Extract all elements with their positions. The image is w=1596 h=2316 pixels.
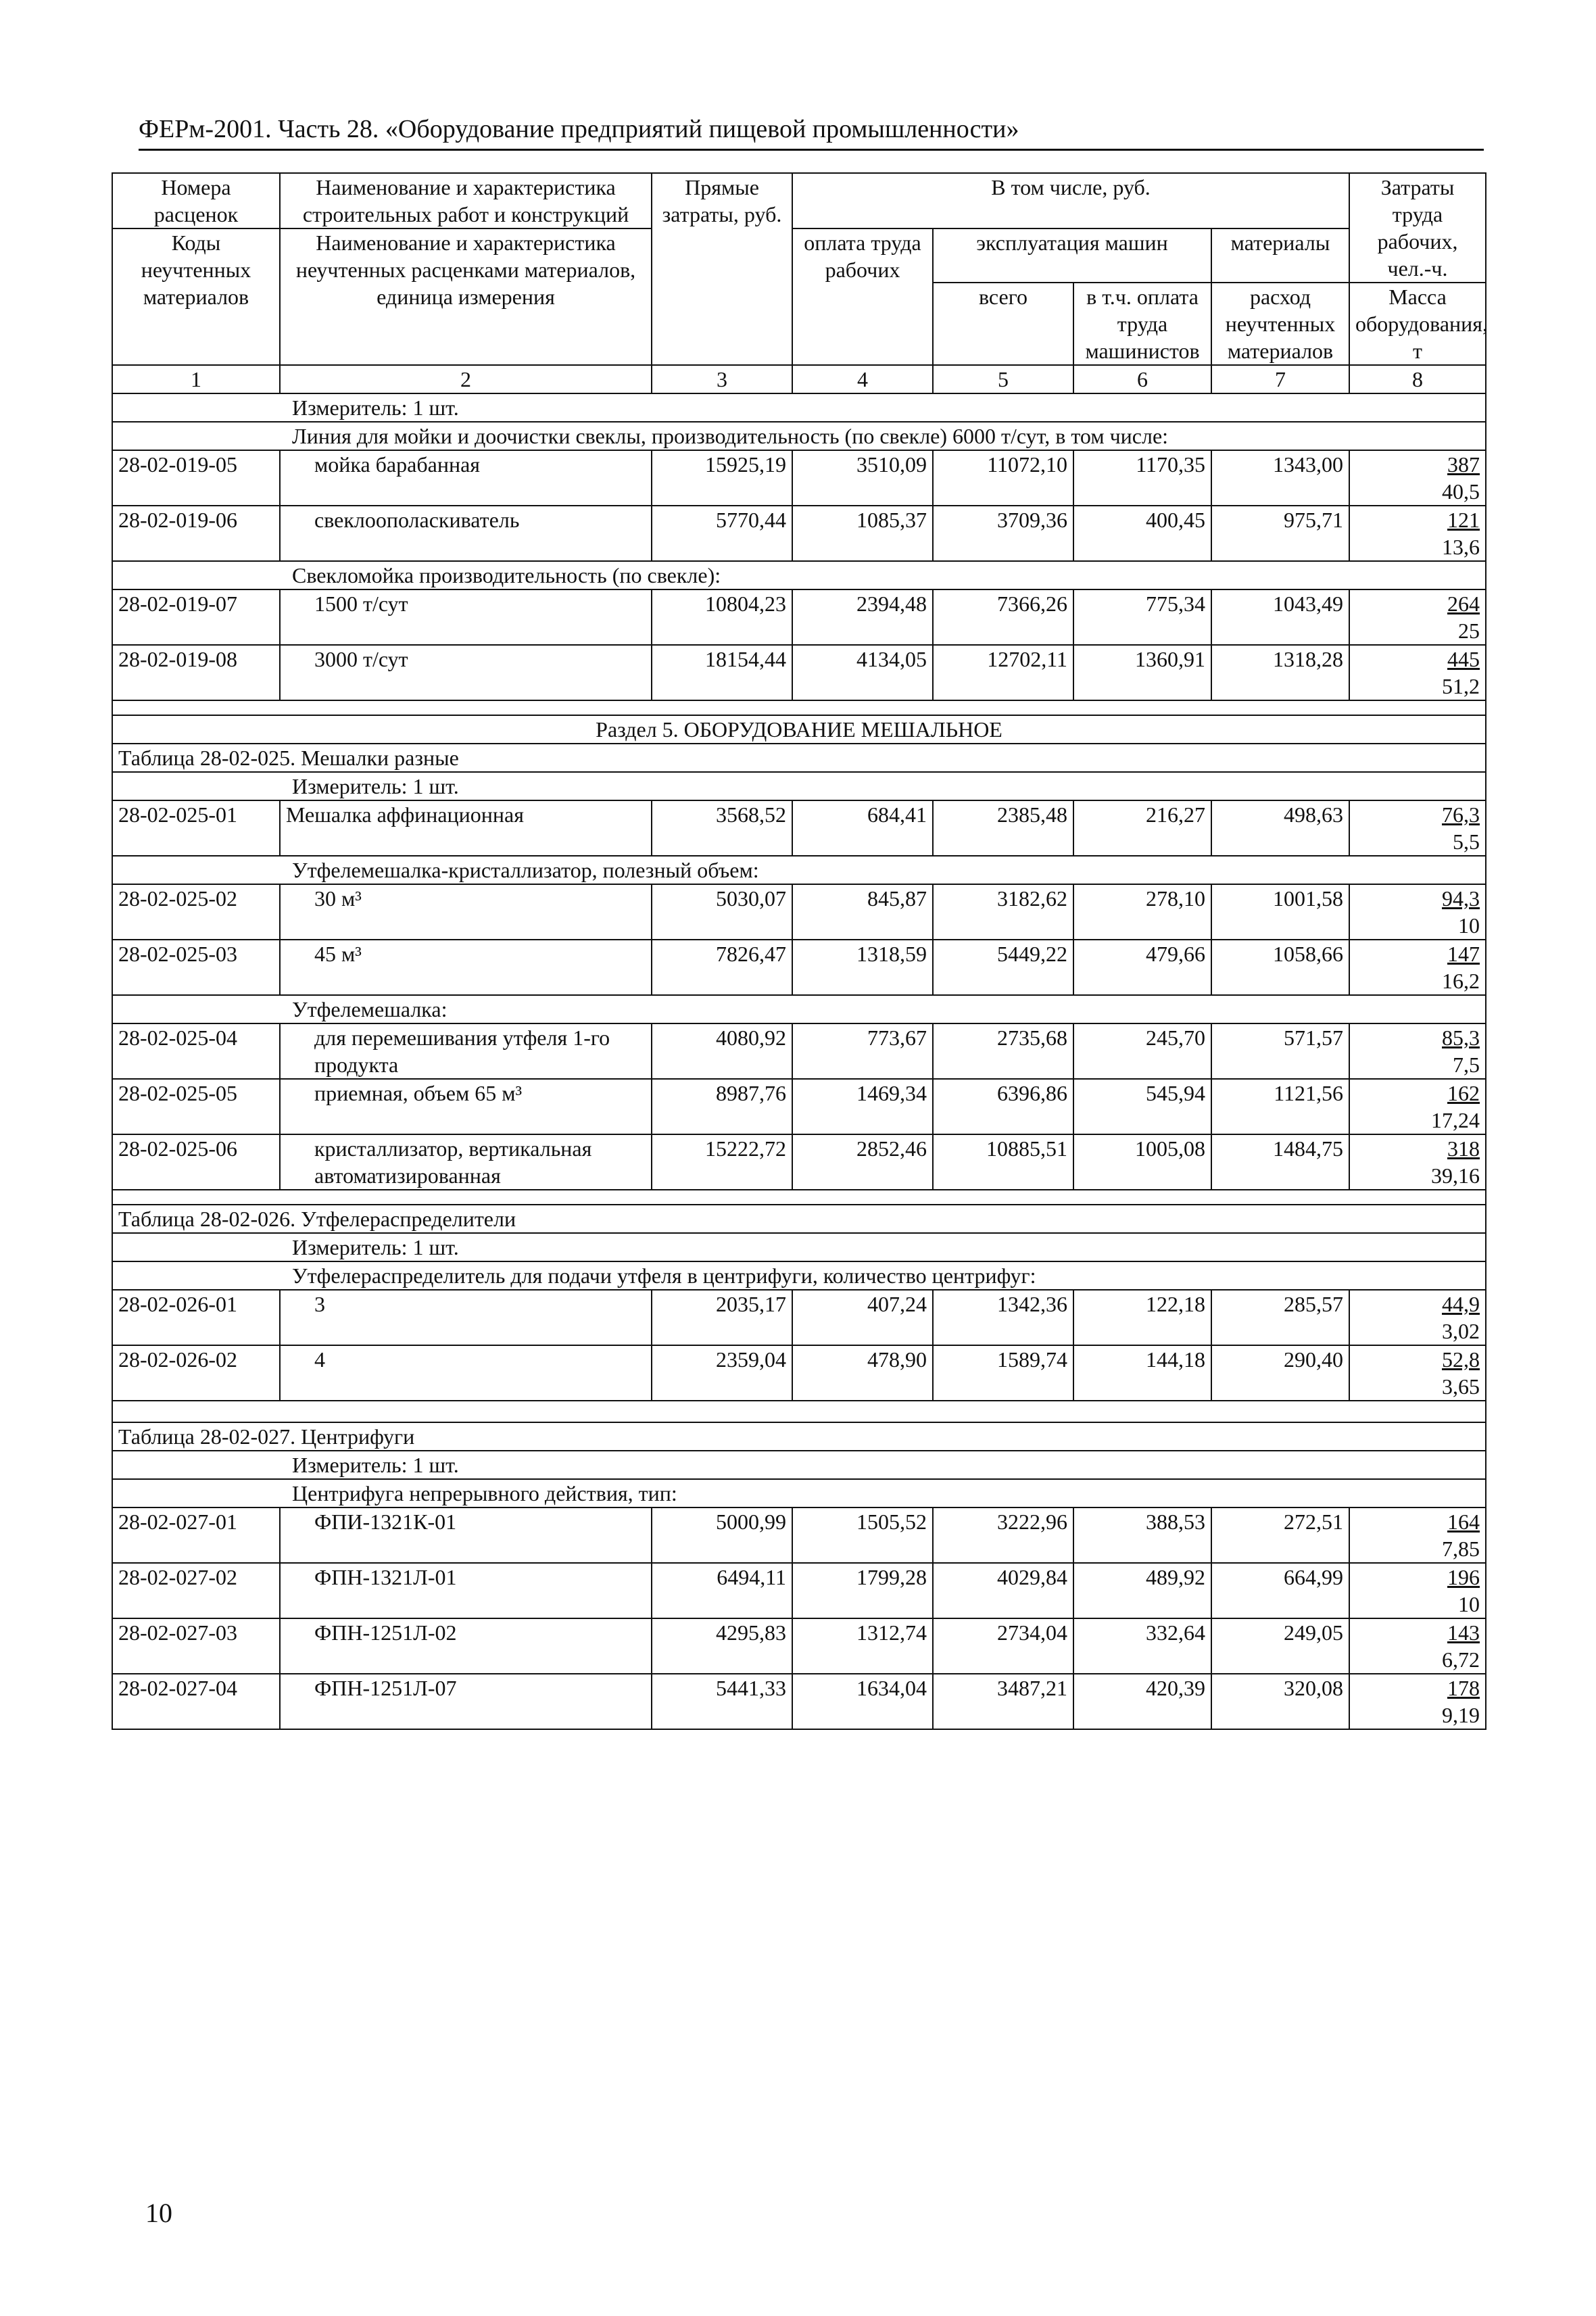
row-group (112, 884, 1486, 995)
labor-hours: 147 (1447, 942, 1480, 966)
drivers-pay: 245,70 (1073, 1023, 1211, 1079)
labor-pay: 1505,52 (792, 1507, 933, 1563)
col-machines-total-header: всего (933, 283, 1073, 365)
direct-cost: 18154,44 (652, 645, 792, 700)
rate-code: 28-02-019-08 (112, 645, 280, 700)
labor-and-mass (1349, 1618, 1486, 1674)
direct-cost: 5000,99 (652, 1507, 792, 1563)
labor-and-mass (1349, 1507, 1486, 1563)
group-heading: Центрифуга непрерывного действия, тип: (112, 1479, 1486, 1507)
machines-cost: 1342,36 (933, 1290, 1073, 1345)
col-materials-header: материалы (1211, 228, 1349, 283)
machines-cost: 11072,10 (933, 450, 1073, 506)
labor-pay: 1318,59 (792, 940, 933, 995)
work-name: 3000 т/сут (280, 645, 652, 700)
drivers-pay: 332,64 (1073, 1618, 1211, 1674)
materials-cost: 1343,00 (1211, 450, 1349, 506)
rate-code: 28-02-026-02 (112, 1345, 280, 1401)
measure-label: Измеритель: 1 шт. (112, 1451, 1486, 1479)
table-row (112, 940, 1486, 995)
rate-code: 28-02-026-01 (112, 1290, 280, 1345)
direct-cost: 3568,52 (652, 800, 792, 856)
machines-cost: 6396,86 (933, 1079, 1073, 1134)
machines-cost: 5449,22 (933, 940, 1073, 995)
labor-and-mass (1349, 1290, 1486, 1345)
labor-pay: 1085,37 (792, 506, 933, 561)
running-title: ФЕРм-2001. Часть 28. «Оборудование предприятий пищевой промышленности» (139, 114, 1484, 151)
row-group (112, 800, 1486, 856)
col-material-name-header: Наименование и характеристика неучтенных расценками материалов, единица измерения (280, 228, 652, 365)
direct-cost: 15925,19 (652, 450, 792, 506)
drivers-pay: 420,39 (1073, 1674, 1211, 1729)
rate-code: 28-02-025-06 (112, 1134, 280, 1190)
labor-hours: 94,3 (1442, 886, 1480, 911)
materials-cost: 571,57 (1211, 1023, 1349, 1079)
rates-table (112, 172, 1486, 1730)
row-group (112, 1507, 1486, 1729)
labor-hours: 143 (1447, 1620, 1480, 1645)
labor-and-mass (1349, 884, 1486, 940)
equipment-mass: 3,02 (1442, 1319, 1480, 1343)
rate-code: 28-02-027-02 (112, 1563, 280, 1618)
materials-cost: 290,40 (1211, 1345, 1349, 1401)
materials-cost: 285,57 (1211, 1290, 1349, 1345)
rate-code: 28-02-025-02 (112, 884, 280, 940)
labor-hours: 264 (1447, 592, 1480, 616)
group-heading: Линия для мойки и доочистки свеклы, производительность (по свекле) 6000 т/сут, в том числе: (112, 422, 1486, 450)
materials-cost: 975,71 (1211, 506, 1349, 561)
table-row (112, 506, 1486, 561)
labor-hours: 85,3 (1442, 1026, 1480, 1050)
work-name: для перемешивания утфеля 1-го продукта (280, 1023, 652, 1079)
table-row (112, 1618, 1486, 1674)
work-name: ФПН-1251Л-02 (280, 1618, 652, 1674)
table-row (112, 1134, 1486, 1190)
direct-cost: 15222,72 (652, 1134, 792, 1190)
materials-cost: 249,05 (1211, 1618, 1349, 1674)
materials-cost: 1318,28 (1211, 645, 1349, 700)
direct-cost: 5030,07 (652, 884, 792, 940)
machines-cost: 7366,26 (933, 589, 1073, 645)
equipment-mass: 10 (1458, 1592, 1480, 1616)
drivers-pay: 1360,91 (1073, 645, 1211, 700)
machines-cost: 10885,51 (933, 1134, 1073, 1190)
equipment-mass: 39,16 (1431, 1163, 1480, 1188)
direct-cost: 5441,33 (652, 1674, 792, 1729)
rate-code: 28-02-027-01 (112, 1507, 280, 1563)
materials-cost: 498,63 (1211, 800, 1349, 856)
table-title: Таблица 28-02-027. Центрифуги (112, 1422, 1486, 1451)
equipment-mass: 7,85 (1442, 1537, 1480, 1561)
labor-and-mass (1349, 645, 1486, 700)
table-row (112, 1563, 1486, 1618)
table-row (112, 589, 1486, 645)
table-row (112, 1023, 1486, 1079)
materials-cost: 1058,66 (1211, 940, 1349, 995)
table-row (112, 450, 1486, 506)
col-labor-header: Затраты труда рабочих, чел.-ч. (1349, 173, 1486, 283)
machines-cost: 4029,84 (933, 1563, 1073, 1618)
work-name: ФПН-1321Л-01 (280, 1563, 652, 1618)
machines-cost: 3487,21 (933, 1674, 1073, 1729)
drivers-pay: 1170,35 (1073, 450, 1211, 506)
table-title: Таблица 28-02-025. Мешалки разные (112, 744, 1486, 772)
drivers-pay: 775,34 (1073, 589, 1211, 645)
labor-hours: 44,9 (1442, 1292, 1480, 1316)
measure-label: Измеритель: 1 шт. (112, 1233, 1486, 1261)
machines-cost: 12702,11 (933, 645, 1073, 700)
labor-and-mass (1349, 1023, 1486, 1079)
direct-cost: 7826,47 (652, 940, 792, 995)
measure-label: Измеритель: 1 шт. (112, 772, 1486, 800)
direct-cost: 4080,92 (652, 1023, 792, 1079)
labor-hours: 162 (1447, 1081, 1480, 1105)
col-direct-header: Прямые затраты, руб. (652, 173, 792, 365)
labor-hours: 164 (1447, 1510, 1480, 1534)
labor-pay: 845,87 (792, 884, 933, 940)
col-machines-header: эксплуатация машин (933, 228, 1211, 283)
equipment-mass: 17,24 (1431, 1108, 1480, 1132)
work-name: 1500 т/сут (280, 589, 652, 645)
machines-cost: 2734,04 (933, 1618, 1073, 1674)
section-title: Раздел 5. ОБОРУДОВАНИЕ МЕШАЛЬНОЕ (112, 715, 1486, 744)
column-numbers-row: 1 2 3 4 5 6 7 8 (112, 365, 1486, 393)
page-number: 10 (145, 2198, 172, 2228)
labor-hours: 445 (1447, 647, 1480, 671)
col-mass-header: Масса оборудования, т (1349, 283, 1486, 365)
table-row (112, 884, 1486, 940)
rate-code: 28-02-027-04 (112, 1674, 280, 1729)
machines-cost: 2385,48 (933, 800, 1073, 856)
labor-hours: 196 (1447, 1565, 1480, 1589)
equipment-mass: 3,65 (1442, 1374, 1480, 1399)
drivers-pay: 479,66 (1073, 940, 1211, 995)
materials-cost: 272,51 (1211, 1507, 1349, 1563)
drivers-pay: 388,53 (1073, 1507, 1211, 1563)
direct-cost: 4295,83 (652, 1618, 792, 1674)
materials-cost: 664,99 (1211, 1563, 1349, 1618)
labor-pay: 773,67 (792, 1023, 933, 1079)
labor-pay: 1799,28 (792, 1563, 933, 1618)
drivers-pay: 144,18 (1073, 1345, 1211, 1401)
group-heading: Утфелемешалка: (112, 995, 1486, 1023)
labor-and-mass (1349, 1134, 1486, 1190)
work-name: 4 (280, 1345, 652, 1401)
col-unaccounted-materials-header: расход неучтенных материалов (1211, 283, 1349, 365)
col-name-header: Наименование и характеристика строительных работ и конструкций (280, 173, 652, 228)
rates-sheet (112, 172, 1488, 1730)
materials-cost: 1121,56 (1211, 1079, 1349, 1134)
drivers-pay: 1005,08 (1073, 1134, 1211, 1190)
work-name: Мешалка аффинационная (280, 800, 652, 856)
labor-pay: 3510,09 (792, 450, 933, 506)
work-name: кристаллизатор, вертикальная автоматизированная (280, 1134, 652, 1190)
labor-pay: 1634,04 (792, 1674, 933, 1729)
direct-cost: 8987,76 (652, 1079, 792, 1134)
labor-pay: 1469,34 (792, 1079, 933, 1134)
table-row (112, 1507, 1486, 1563)
labor-and-mass (1349, 1563, 1486, 1618)
labor-hours: 318 (1447, 1136, 1480, 1161)
labor-hours: 387 (1447, 452, 1480, 477)
work-name: 45 м³ (280, 940, 652, 995)
labor-hours: 76,3 (1442, 802, 1480, 827)
equipment-mass: 25 (1458, 619, 1480, 643)
work-name: 3 (280, 1290, 652, 1345)
labor-and-mass (1349, 940, 1486, 995)
equipment-mass: 5,5 (1453, 829, 1480, 854)
labor-and-mass (1349, 450, 1486, 506)
labor-hours: 121 (1447, 508, 1480, 532)
materials-cost: 1043,49 (1211, 589, 1349, 645)
row-group (112, 1290, 1486, 1401)
labor-and-mass (1349, 506, 1486, 561)
labor-pay: 4134,05 (792, 645, 933, 700)
row-group (112, 450, 1486, 561)
rate-code: 28-02-025-01 (112, 800, 280, 856)
rate-code: 28-02-027-03 (112, 1618, 280, 1674)
labor-hours: 52,8 (1442, 1347, 1480, 1372)
labor-pay: 2852,46 (792, 1134, 933, 1190)
labor-pay: 684,41 (792, 800, 933, 856)
direct-cost: 10804,23 (652, 589, 792, 645)
rate-code: 28-02-025-05 (112, 1079, 280, 1134)
labor-and-mass (1349, 800, 1486, 856)
table-row (112, 1079, 1486, 1134)
materials-cost: 1001,58 (1211, 884, 1349, 940)
col-drivers-header: в т.ч. оплата труда машинистов (1073, 283, 1211, 365)
machines-cost: 3222,96 (933, 1507, 1073, 1563)
col-in-that-header: В том числе, руб. (792, 173, 1349, 228)
table-row (112, 1674, 1486, 1729)
equipment-mass: 10 (1458, 913, 1480, 938)
machines-cost: 3709,36 (933, 506, 1073, 561)
row-group (112, 589, 1486, 700)
table-title: Таблица 28-02-026. Утфелераспределители (112, 1205, 1486, 1233)
drivers-pay: 278,10 (1073, 884, 1211, 940)
labor-and-mass (1349, 589, 1486, 645)
work-name: свеклоополаскиватель (280, 506, 652, 561)
machines-cost: 2735,68 (933, 1023, 1073, 1079)
group-heading: Утфелераспределитель для подачи утфеля в центрифуги, количество центрифуг: (112, 1261, 1486, 1290)
drivers-pay: 489,92 (1073, 1563, 1211, 1618)
labor-hours: 178 (1447, 1676, 1480, 1700)
measure-label: Измеритель: 1 шт. (112, 393, 1486, 422)
equipment-mass: 40,5 (1442, 479, 1480, 504)
table-row (112, 800, 1486, 856)
equipment-mass: 7,5 (1453, 1053, 1480, 1077)
equipment-mass: 9,19 (1442, 1703, 1480, 1727)
group-heading: Свекломойка производительность (по свекле): (112, 561, 1486, 589)
group-heading: Утфелемешалка-кристаллизатор, полезный объем: (112, 856, 1486, 884)
equipment-mass: 16,2 (1442, 969, 1480, 993)
labor-pay: 1312,74 (792, 1618, 933, 1674)
table-row (112, 645, 1486, 700)
col-labor-pay-header: оплата труда рабочих (792, 228, 933, 365)
work-name: ФПН-1251Л-07 (280, 1674, 652, 1729)
labor-pay: 2394,48 (792, 589, 933, 645)
row-group (112, 1023, 1486, 1190)
labor-pay: 407,24 (792, 1290, 933, 1345)
drivers-pay: 545,94 (1073, 1079, 1211, 1134)
labor-and-mass (1349, 1345, 1486, 1401)
labor-and-mass (1349, 1079, 1486, 1134)
work-name: мойка барабанная (280, 450, 652, 506)
drivers-pay: 400,45 (1073, 506, 1211, 561)
equipment-mass: 51,2 (1442, 674, 1480, 698)
labor-and-mass (1349, 1674, 1486, 1729)
machines-cost: 1589,74 (933, 1345, 1073, 1401)
materials-cost: 320,08 (1211, 1674, 1349, 1729)
drivers-pay: 216,27 (1073, 800, 1211, 856)
direct-cost: 2035,17 (652, 1290, 792, 1345)
drivers-pay: 122,18 (1073, 1290, 1211, 1345)
equipment-mass: 13,6 (1442, 535, 1480, 559)
rate-code: 28-02-019-06 (112, 506, 280, 561)
work-name: приемная, объем 65 м³ (280, 1079, 652, 1134)
work-name: ФПИ-1321К-01 (280, 1507, 652, 1563)
direct-cost: 2359,04 (652, 1345, 792, 1401)
work-name: 30 м³ (280, 884, 652, 940)
rate-code: 28-02-019-07 (112, 589, 280, 645)
labor-pay: 478,90 (792, 1345, 933, 1401)
direct-cost: 5770,44 (652, 506, 792, 561)
direct-cost: 6494,11 (652, 1563, 792, 1618)
materials-cost: 1484,75 (1211, 1134, 1349, 1190)
table-row (112, 1345, 1486, 1401)
equipment-mass: 6,72 (1442, 1647, 1480, 1672)
col-material-code-header: Коды неучтенных материалов (112, 228, 280, 365)
machines-cost: 3182,62 (933, 884, 1073, 940)
col-code-header: Номера расценок (112, 173, 280, 228)
table-row (112, 1290, 1486, 1345)
rate-code: 28-02-019-05 (112, 450, 280, 506)
rate-code: 28-02-025-03 (112, 940, 280, 995)
rate-code: 28-02-025-04 (112, 1023, 280, 1079)
